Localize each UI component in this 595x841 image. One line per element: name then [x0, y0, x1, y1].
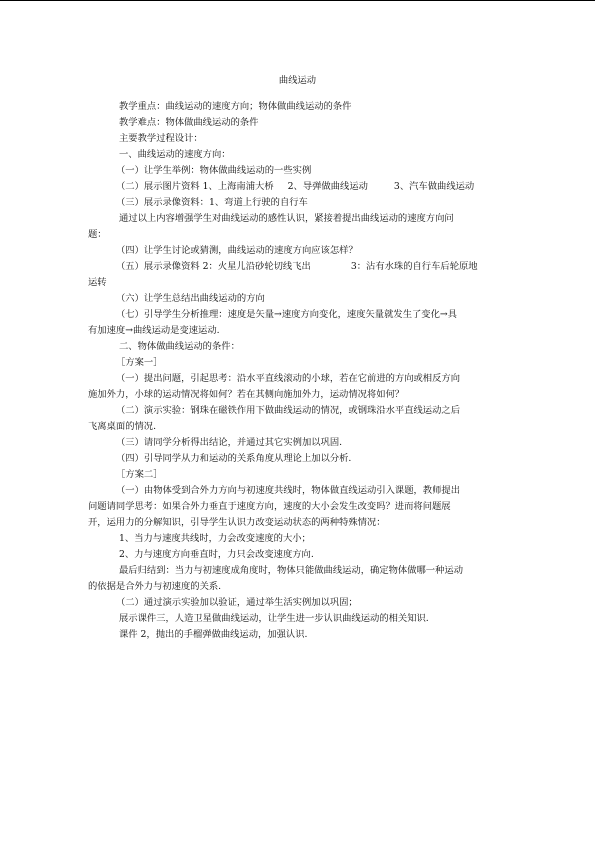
text-segment: （二）展示图片资料 1、上海南浦大桥: [116, 181, 274, 192]
text-line: 的依据是合外力与初速度的关系.: [88, 581, 222, 592]
text-line: （一）由物体受到合外力方向与初速度共线时，物体做直线运动引入课题，教师提出: [116, 485, 460, 496]
text-line: 1、当力与速度共线时，力会改变速度的大小；: [119, 533, 311, 544]
text-line: （三）展示录像资料：1、弯道上行驶的自行车: [116, 197, 308, 208]
text-segment: 3、汽车做曲线运动: [393, 181, 475, 192]
text-line: （四）让学生讨论或猜测，曲线运动的速度方向应该怎样？: [116, 245, 358, 256]
text-line: （四）引导同学从力和运动的关系角度从理论上加以分析.: [116, 453, 352, 464]
text-line: 展示课件三，人造卫星做曲线运动，让学生进一步认识曲线运动的相关知识.: [119, 613, 429, 624]
text-line: 运转: [88, 277, 107, 288]
text-line: （二）通过演示实验加以验证，通过举生活实例加以巩固；: [116, 597, 358, 608]
text-line: （一）让学生举例：物体做曲线运动的一些实例: [116, 165, 312, 176]
text-line: 课件 2，抛出的手榴弹做曲线运动，加强认识.: [119, 629, 308, 640]
text-line: （一）提出问题，引起思考：沿水平直线滚动的小球，若在它前进的方向或相反方向: [116, 373, 460, 384]
text-line: [116, 181, 474, 193]
text-line: （二）演示实验：钢珠在磁铁作用下做曲线运动的情况，或钢珠沿水平直线运动之后: [116, 405, 460, 416]
text-line: 2、力与速度方向垂直时，力只会改变速度方向.: [119, 549, 314, 560]
text-line: [116, 261, 478, 273]
text-line: 主要教学过程设计：: [119, 133, 203, 144]
section-heading: 二、物体做曲线运动的条件：: [119, 341, 240, 352]
document-title: 曲线运动: [278, 75, 317, 86]
text-line: 通过以上内容增强学生对曲线运动的感性认识，紧接着提出曲线运动的速度方向问: [119, 213, 454, 224]
text-line: （七）引导学生分析推理：速度是矢量→速度方向变化，速度矢量就发生了变化→具: [116, 309, 457, 320]
text-segment: 2、导弹做曲线运动: [287, 181, 368, 192]
plan-heading: ［方案二］: [116, 469, 163, 480]
text-line: 有加速度→曲线运动是变速运动.: [88, 325, 220, 336]
text-line: 教学重点：曲线运动的速度方向；物体做曲线运动的条件: [119, 101, 352, 112]
text-line: 施加外力，小球的运动情况将如何？若在其侧向施加外力，运动情况将如何？: [88, 389, 405, 400]
text-line: （六）让学生总结出曲线运动的方向: [116, 293, 265, 304]
text-line: 开，运用力的分解知识，引导学生认识力改变运动状态的两种特殊情况：: [88, 517, 386, 528]
plan-heading: ［方案一］: [116, 357, 163, 368]
text-line: 问题请同学思考：如果合外力垂直于速度方向，速度的大小会发生改变吗？进而将问题展: [88, 501, 451, 512]
text-line: 题：: [88, 229, 107, 240]
text-segment: （五）展示录像资料 2：火星儿沿砂轮切线飞出: [116, 261, 311, 272]
section-heading: 一、曲线运动的速度方向：: [119, 149, 231, 160]
text-line: 最后归结到：当力与初速度成角度时，物体只能做曲线运动，确定物体做哪一种运动: [119, 565, 463, 576]
text-line: 教学难点：物体做曲线运动的条件: [119, 117, 259, 128]
text-segment: 3：沾有水珠的自行车后轮原地: [350, 261, 478, 272]
text-line: 飞离桌面的情况.: [88, 421, 157, 432]
text-line: （三）请同学分析得出结论，并通过其它实例加以巩固.: [116, 437, 343, 448]
